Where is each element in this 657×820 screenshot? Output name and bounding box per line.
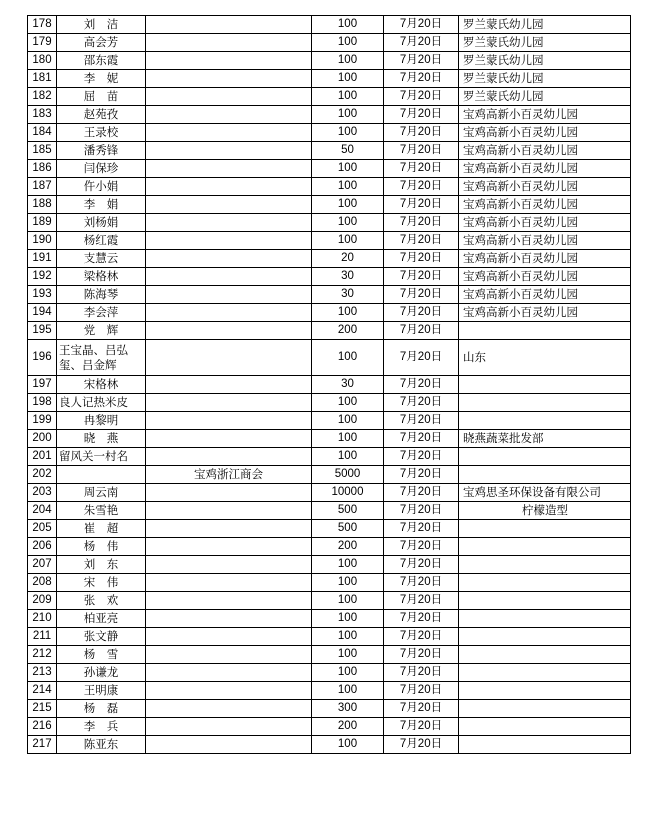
donor-unit	[146, 520, 312, 538]
donor-unit	[146, 88, 312, 106]
row-number: 195	[28, 322, 57, 340]
row-number: 202	[28, 466, 57, 484]
donor-unit	[146, 394, 312, 412]
donor-unit	[146, 646, 312, 664]
donation-date: 7月20日	[384, 502, 459, 520]
donor-organization: 宝鸡高新小百灵幼儿园	[459, 178, 631, 196]
donor-organization: 宝鸡高新小百灵幼儿园	[459, 250, 631, 268]
donor-organization	[459, 448, 631, 466]
donation-amount: 300	[312, 700, 384, 718]
row-number: 204	[28, 502, 57, 520]
donation-amount: 100	[312, 124, 384, 142]
table-row	[28, 412, 631, 430]
donation-amount: 100	[312, 664, 384, 682]
donation-date: 7月20日	[384, 610, 459, 628]
donor-name: 冉黎明	[57, 412, 146, 430]
donation-date: 7月20日	[384, 160, 459, 178]
row-number: 187	[28, 178, 57, 196]
table-row	[28, 124, 631, 142]
donor-organization: 宝鸡思圣环保设备有限公司	[459, 484, 631, 502]
donation-amount: 30	[312, 286, 384, 304]
row-number: 188	[28, 196, 57, 214]
row-number: 179	[28, 34, 57, 52]
donation-amount: 20	[312, 250, 384, 268]
row-number: 212	[28, 646, 57, 664]
row-number: 181	[28, 70, 57, 88]
donor-name: 杨 伟	[57, 538, 146, 556]
donor-name: 朱雪艳	[57, 502, 146, 520]
donor-organization: 宝鸡高新小百灵幼儿园	[459, 268, 631, 286]
donation-date: 7月20日	[384, 196, 459, 214]
table-row	[28, 538, 631, 556]
row-number: 193	[28, 286, 57, 304]
donation-date: 7月20日	[384, 286, 459, 304]
donor-name: 王宝晶、吕弘玺、吕金辉	[57, 340, 146, 376]
donor-organization	[459, 664, 631, 682]
donor-name: 杨 磊	[57, 700, 146, 718]
row-number: 214	[28, 682, 57, 700]
donation-amount: 100	[312, 232, 384, 250]
donor-unit	[146, 340, 312, 376]
donor-organization: 宝鸡高新小百灵幼儿园	[459, 124, 631, 142]
donor-organization: 宝鸡高新小百灵幼儿园	[459, 142, 631, 160]
donation-date: 7月20日	[384, 232, 459, 250]
donation-date: 7月20日	[384, 646, 459, 664]
donor-unit	[146, 106, 312, 124]
table-row	[28, 556, 631, 574]
donor-organization	[459, 682, 631, 700]
donation-date: 7月20日	[384, 304, 459, 322]
table-row	[28, 736, 631, 754]
table-row	[28, 250, 631, 268]
donation-date: 7月20日	[384, 736, 459, 754]
donor-unit	[146, 412, 312, 430]
donor-name: 杨红霞	[57, 232, 146, 250]
donor-unit	[146, 178, 312, 196]
donation-amount: 100	[312, 556, 384, 574]
donor-unit	[146, 304, 312, 322]
donation-amount: 100	[312, 448, 384, 466]
donation-amount: 100	[312, 736, 384, 754]
donation-amount: 200	[312, 538, 384, 556]
donor-name: 王录校	[57, 124, 146, 142]
donor-unit	[146, 610, 312, 628]
table-row	[28, 286, 631, 304]
donor-unit	[146, 628, 312, 646]
donor-organization: 罗兰蒙氏幼儿园	[459, 16, 631, 34]
donor-unit	[146, 700, 312, 718]
donor-organization: 宝鸡高新小百灵幼儿园	[459, 286, 631, 304]
table-row	[28, 340, 631, 376]
donation-amount: 100	[312, 16, 384, 34]
donation-amount: 100	[312, 34, 384, 52]
table-row	[28, 628, 631, 646]
ledger-body	[28, 16, 631, 754]
table-row	[28, 142, 631, 160]
donor-unit	[146, 322, 312, 340]
row-number: 183	[28, 106, 57, 124]
donor-name: 李 娟	[57, 196, 146, 214]
donor-unit	[146, 142, 312, 160]
donor-organization	[459, 646, 631, 664]
donor-organization	[459, 412, 631, 430]
donation-date: 7月20日	[384, 538, 459, 556]
donor-name: 赵苑孜	[57, 106, 146, 124]
donation-amount: 100	[312, 52, 384, 70]
donor-unit	[146, 16, 312, 34]
donation-amount: 100	[312, 574, 384, 592]
donation-date: 7月20日	[384, 178, 459, 196]
table-row	[28, 106, 631, 124]
donation-amount: 200	[312, 718, 384, 736]
donor-organization: 宝鸡高新小百灵幼儿园	[459, 160, 631, 178]
donor-unit	[146, 538, 312, 556]
donation-amount: 100	[312, 214, 384, 232]
row-number: 180	[28, 52, 57, 70]
table-row	[28, 52, 631, 70]
row-number: 190	[28, 232, 57, 250]
row-number: 203	[28, 484, 57, 502]
donor-name: 周云南	[57, 484, 146, 502]
donor-unit	[146, 718, 312, 736]
row-number: 217	[28, 736, 57, 754]
donation-ledger-table	[27, 15, 631, 754]
donation-date: 7月20日	[384, 124, 459, 142]
donor-unit	[146, 34, 312, 52]
table-row	[28, 466, 631, 484]
donation-date: 7月20日	[384, 250, 459, 268]
table-row	[28, 376, 631, 394]
table-row	[28, 70, 631, 88]
donor-organization	[459, 322, 631, 340]
donation-amount: 100	[312, 394, 384, 412]
row-number: 211	[28, 628, 57, 646]
table-row	[28, 430, 631, 448]
donor-name: 王明康	[57, 682, 146, 700]
donation-amount: 100	[312, 88, 384, 106]
row-number: 216	[28, 718, 57, 736]
donor-name: 李 兵	[57, 718, 146, 736]
table-row	[28, 214, 631, 232]
donation-amount: 100	[312, 304, 384, 322]
row-number: 194	[28, 304, 57, 322]
donor-unit	[146, 376, 312, 394]
donor-unit	[146, 286, 312, 304]
donation-date: 7月20日	[384, 268, 459, 286]
donor-name: 刘 洁	[57, 16, 146, 34]
donation-amount: 50	[312, 142, 384, 160]
donor-name: 高会芳	[57, 34, 146, 52]
donor-unit	[146, 160, 312, 178]
table-row	[28, 322, 631, 340]
donor-organization: 罗兰蒙氏幼儿园	[459, 70, 631, 88]
row-number: 186	[28, 160, 57, 178]
donation-amount: 100	[312, 412, 384, 430]
donor-name: 仵小娟	[57, 178, 146, 196]
donor-name: 刘 东	[57, 556, 146, 574]
donor-name: 邵东霞	[57, 52, 146, 70]
row-number: 200	[28, 430, 57, 448]
row-number: 185	[28, 142, 57, 160]
donor-unit	[146, 556, 312, 574]
donor-name: 屈 苗	[57, 88, 146, 106]
donation-date: 7月20日	[384, 322, 459, 340]
donation-date: 7月20日	[384, 88, 459, 106]
row-number: 208	[28, 574, 57, 592]
table-row	[28, 646, 631, 664]
donor-unit	[146, 214, 312, 232]
donation-amount: 100	[312, 106, 384, 124]
table-row	[28, 268, 631, 286]
row-number: 197	[28, 376, 57, 394]
row-number: 213	[28, 664, 57, 682]
table-row	[28, 718, 631, 736]
donor-unit	[146, 232, 312, 250]
donor-name: 宋格林	[57, 376, 146, 394]
table-row	[28, 88, 631, 106]
donor-organization: 宝鸡高新小百灵幼儿园	[459, 232, 631, 250]
table-row	[28, 448, 631, 466]
donor-organization	[459, 628, 631, 646]
row-number: 182	[28, 88, 57, 106]
table-row	[28, 700, 631, 718]
donation-date: 7月20日	[384, 16, 459, 34]
donation-date: 7月20日	[384, 142, 459, 160]
donor-organization: 宝鸡高新小百灵幼儿园	[459, 106, 631, 124]
table-row	[28, 232, 631, 250]
donor-name: 良人记热米皮	[57, 394, 146, 412]
row-number: 199	[28, 412, 57, 430]
donor-organization: 罗兰蒙氏幼儿园	[459, 52, 631, 70]
table-row	[28, 664, 631, 682]
table-row	[28, 160, 631, 178]
row-number: 205	[28, 520, 57, 538]
donor-unit	[146, 124, 312, 142]
donation-date: 7月20日	[384, 556, 459, 574]
row-number: 215	[28, 700, 57, 718]
row-number: 191	[28, 250, 57, 268]
donor-unit	[146, 448, 312, 466]
donor-organization: 罗兰蒙氏幼儿园	[459, 88, 631, 106]
donor-organization: 罗兰蒙氏幼儿园	[459, 34, 631, 52]
donation-amount: 100	[312, 196, 384, 214]
row-number: 206	[28, 538, 57, 556]
table-row	[28, 682, 631, 700]
donor-name: 孙谦龙	[57, 664, 146, 682]
donor-organization	[459, 538, 631, 556]
donor-organization: 宝鸡高新小百灵幼儿园	[459, 196, 631, 214]
donation-amount: 100	[312, 646, 384, 664]
donor-organization: 晓燕蔬菜批发部	[459, 430, 631, 448]
table-row	[28, 16, 631, 34]
donor-name: 闫保珍	[57, 160, 146, 178]
row-number: 189	[28, 214, 57, 232]
donation-date: 7月20日	[384, 394, 459, 412]
donation-amount: 100	[312, 178, 384, 196]
donation-amount: 30	[312, 376, 384, 394]
donor-unit	[146, 52, 312, 70]
donation-date: 7月20日	[384, 106, 459, 124]
donation-date: 7月20日	[384, 682, 459, 700]
donation-amount: 100	[312, 70, 384, 88]
donation-amount: 200	[312, 322, 384, 340]
donation-date: 7月20日	[384, 34, 459, 52]
donation-amount: 100	[312, 682, 384, 700]
donation-date: 7月20日	[384, 718, 459, 736]
donation-date: 7月20日	[384, 448, 459, 466]
donor-name: 张 欢	[57, 592, 146, 610]
row-number: 198	[28, 394, 57, 412]
donation-date: 7月20日	[384, 628, 459, 646]
donation-amount: 100	[312, 430, 384, 448]
donation-amount: 500	[312, 520, 384, 538]
donation-date: 7月20日	[384, 70, 459, 88]
donor-name: 潘秀锋	[57, 142, 146, 160]
donor-unit	[146, 196, 312, 214]
table-row	[28, 196, 631, 214]
donor-name	[57, 466, 146, 484]
row-number: 201	[28, 448, 57, 466]
donor-unit	[146, 268, 312, 286]
donation-amount: 100	[312, 340, 384, 376]
donor-organization	[459, 574, 631, 592]
donor-organization	[459, 466, 631, 484]
donation-date: 7月20日	[384, 592, 459, 610]
donation-date: 7月20日	[384, 520, 459, 538]
donor-name: 崔 超	[57, 520, 146, 538]
donor-unit	[146, 70, 312, 88]
table-row	[28, 574, 631, 592]
donor-organization	[459, 700, 631, 718]
donor-name: 李 妮	[57, 70, 146, 88]
row-number: 184	[28, 124, 57, 142]
donation-amount: 100	[312, 610, 384, 628]
donor-organization: 宝鸡高新小百灵幼儿园	[459, 214, 631, 232]
donation-date: 7月20日	[384, 412, 459, 430]
donation-date: 7月20日	[384, 214, 459, 232]
donation-date: 7月20日	[384, 700, 459, 718]
donor-unit	[146, 502, 312, 520]
donor-name: 杨 雪	[57, 646, 146, 664]
row-number: 196	[28, 340, 57, 376]
row-number: 207	[28, 556, 57, 574]
donor-organization	[459, 718, 631, 736]
donor-organization	[459, 736, 631, 754]
donor-name: 党 辉	[57, 322, 146, 340]
donation-amount: 100	[312, 628, 384, 646]
donor-name: 张文静	[57, 628, 146, 646]
donation-date: 7月20日	[384, 340, 459, 376]
donor-organization: 山东	[459, 340, 631, 376]
donation-amount: 100	[312, 592, 384, 610]
donor-unit	[146, 430, 312, 448]
donor-name: 陈海琴	[57, 286, 146, 304]
table-row	[28, 34, 631, 52]
donation-amount: 100	[312, 160, 384, 178]
donor-name: 陈亚东	[57, 736, 146, 754]
donor-organization	[459, 520, 631, 538]
table-row	[28, 592, 631, 610]
donor-unit: 宝鸡浙江商会	[146, 466, 312, 484]
donor-organization: 宝鸡高新小百灵幼儿园	[459, 304, 631, 322]
donor-name: 刘杨娟	[57, 214, 146, 232]
table-row	[28, 610, 631, 628]
donation-date: 7月20日	[384, 376, 459, 394]
table-row	[28, 484, 631, 502]
donation-amount: 500	[312, 502, 384, 520]
donor-name: 支慧云	[57, 250, 146, 268]
donor-name: 宋 伟	[57, 574, 146, 592]
donation-date: 7月20日	[384, 430, 459, 448]
table-row	[28, 502, 631, 520]
donation-amount: 10000	[312, 484, 384, 502]
donor-name: 梁格林	[57, 268, 146, 286]
row-number: 209	[28, 592, 57, 610]
donation-date: 7月20日	[384, 52, 459, 70]
donation-date: 7月20日	[384, 466, 459, 484]
donor-unit	[146, 736, 312, 754]
donor-organization	[459, 394, 631, 412]
donor-name: 留风关一村名	[57, 448, 146, 466]
donation-amount: 5000	[312, 466, 384, 484]
table-row	[28, 520, 631, 538]
donor-organization: 柠檬造型	[459, 502, 631, 520]
table-row	[28, 304, 631, 322]
donor-unit	[146, 574, 312, 592]
row-number: 210	[28, 610, 57, 628]
table-row	[28, 394, 631, 412]
donor-unit	[146, 664, 312, 682]
donor-unit	[146, 250, 312, 268]
donation-amount: 30	[312, 268, 384, 286]
donor-name: 李会萍	[57, 304, 146, 322]
donor-organization	[459, 592, 631, 610]
donor-unit	[146, 592, 312, 610]
donor-organization	[459, 376, 631, 394]
donor-name: 晓 燕	[57, 430, 146, 448]
donor-unit	[146, 484, 312, 502]
donation-date: 7月20日	[384, 664, 459, 682]
row-number: 178	[28, 16, 57, 34]
donation-date: 7月20日	[384, 484, 459, 502]
donation-date: 7月20日	[384, 574, 459, 592]
donor-organization	[459, 610, 631, 628]
row-number: 192	[28, 268, 57, 286]
donor-name: 柏亚亮	[57, 610, 146, 628]
donor-unit	[146, 682, 312, 700]
donor-organization	[459, 556, 631, 574]
table-row	[28, 178, 631, 196]
